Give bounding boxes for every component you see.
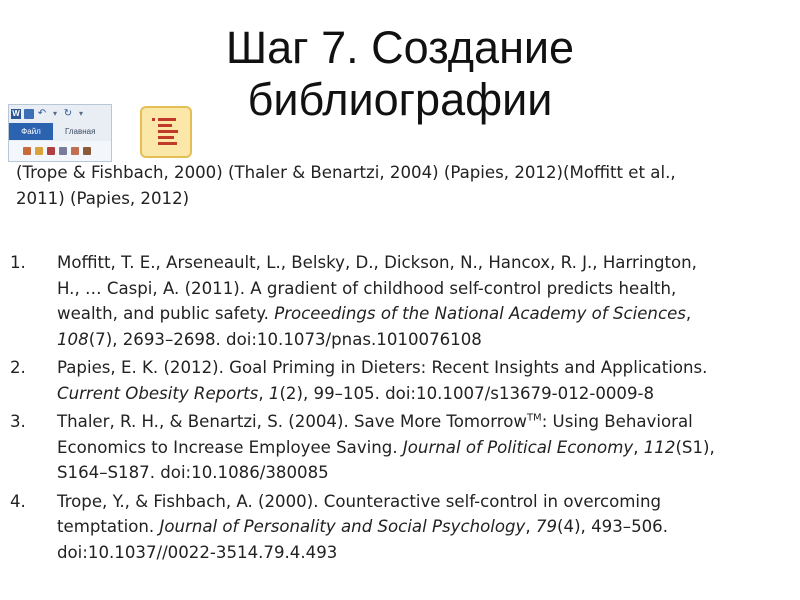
ribbon-tools xyxy=(9,141,112,161)
citations-line-2: 2011) (Papies, 2012) xyxy=(16,189,190,208)
reference-text xyxy=(57,301,790,327)
citations-line-1: (Trope & Fishbach, 2000) (Thaler & Benartzi, 2004) (Papies, 2012)(Moffitt et al., xyxy=(16,163,676,182)
trademark-superscript: TM xyxy=(526,412,542,424)
reference-text xyxy=(57,409,790,435)
reference-text: doi:10.1037//0022-3514.79.4.493 xyxy=(57,542,338,562)
word-ribbon-thumbnail xyxy=(8,104,112,162)
undo-icon: ↶ xyxy=(37,107,47,119)
refresh-icon: ↻ xyxy=(63,107,73,119)
reference-text: Trope, Y., & Fishbach, A. (2000). Counteractive self-control in overcoming xyxy=(57,491,662,511)
journal-title: Journal of Political Economy xyxy=(402,437,634,457)
word-icon: W xyxy=(12,108,20,118)
title-line-1: Шаг 7. Создание xyxy=(225,22,575,73)
title-line-2: библиографии xyxy=(247,74,553,125)
save-icon xyxy=(24,109,34,119)
reference-text: , xyxy=(525,517,536,536)
journal-volume: 1 xyxy=(268,383,280,403)
format-icon xyxy=(35,147,43,155)
bibliography-lines-icon xyxy=(150,116,182,148)
journal-title: Journal of Personality and Social Psychology xyxy=(159,517,526,536)
reference-text xyxy=(57,435,790,461)
in-text-citations xyxy=(16,160,786,212)
paste-icon xyxy=(23,147,31,155)
reference-text: (S1), xyxy=(675,437,715,457)
reference-text: S164–S187. doi:10.1086/380085 xyxy=(57,463,329,482)
reference-text: Thaler, R. H., & Benartzi, S. (2004). Save More Tomorrow xyxy=(57,412,527,431)
reference-text: (2), 99–105. doi:10.1007/s13679-012-0009-8 xyxy=(279,383,655,403)
tab-file: Файл xyxy=(9,123,53,140)
customize-icon: ▾ xyxy=(78,108,83,118)
reference-text xyxy=(57,327,790,353)
tool-icon xyxy=(83,147,91,155)
quick-access-toolbar xyxy=(9,105,112,122)
reference-text: , xyxy=(633,437,644,457)
reference-text: Moffitt, T. E., Arseneault, L., Belsky, D., Dickson, N., Hancox, R. J., Harrington, xyxy=(57,253,697,272)
reference-text: Papies, E. K. (2012). Goal Priming in Dieters: Recent Insights and Applications. xyxy=(57,358,708,377)
edit-icon xyxy=(71,147,79,155)
reference-list xyxy=(10,250,790,568)
reference-text: (7), 2693–2698. doi:10.1073/pnas.1010076108 xyxy=(88,329,482,349)
reference-text: , xyxy=(258,383,269,403)
reference-item-3 xyxy=(10,409,790,486)
reference-text: Economics to Increase Employee Saving. xyxy=(57,437,403,457)
style-icon xyxy=(59,147,67,155)
reference-number: 3. xyxy=(10,412,26,431)
journal-volume: 79 xyxy=(535,517,558,536)
reference-text xyxy=(57,381,790,407)
reference-item-4 xyxy=(10,489,790,566)
journal-volume: 108 xyxy=(57,329,89,349)
reference-text: , xyxy=(685,304,692,323)
journal-title: Current Obesity Reports xyxy=(57,383,259,403)
journal-title: Proceedings of the National Academy of Sciences xyxy=(274,304,686,323)
ribbon-tabs xyxy=(9,123,111,140)
reference-text: (4), 493–506. xyxy=(557,517,669,536)
dropdown-icon: ▾ xyxy=(52,108,57,118)
tab-home: Главная xyxy=(65,127,96,136)
reference-item-2 xyxy=(10,355,790,406)
reference-text: : Using Behavioral xyxy=(541,412,693,431)
reference-text: temptation. xyxy=(57,517,160,536)
journal-volume: 112 xyxy=(643,437,676,457)
bibliography-icon xyxy=(140,106,192,158)
reference-number: 1. xyxy=(10,253,26,272)
reference-number: 4. xyxy=(10,491,26,511)
reference-text xyxy=(57,514,790,540)
reference-text: H., … Caspi, A. (2011). A gradient of childhood self-control predicts health, xyxy=(57,278,677,298)
reference-text: wealth, and public safety. xyxy=(57,304,275,323)
insert-icon xyxy=(47,147,55,155)
slide-title xyxy=(0,22,800,126)
reference-item-1 xyxy=(10,250,790,352)
reference-number: 2. xyxy=(10,358,26,377)
